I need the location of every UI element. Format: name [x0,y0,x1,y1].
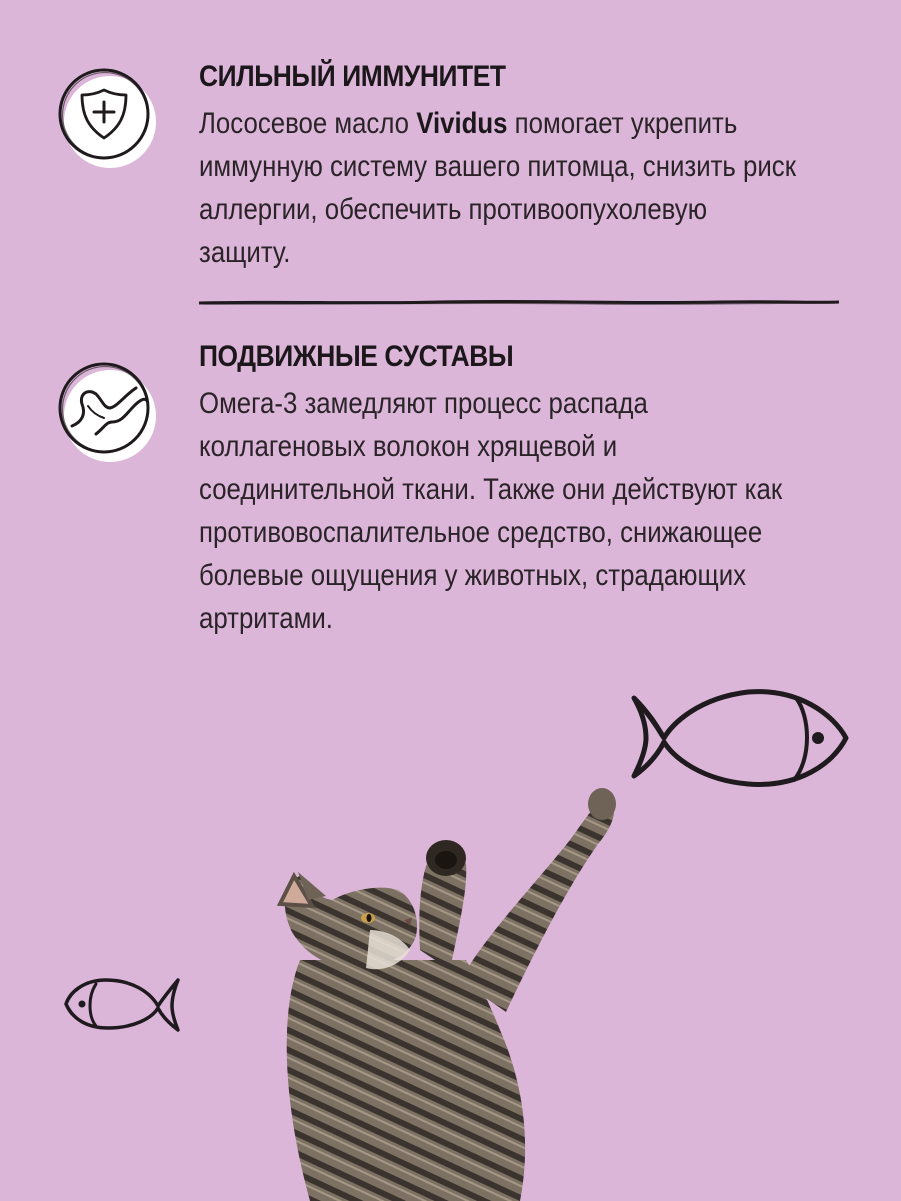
section-divider [199,296,839,310]
fish-icon [62,974,184,1034]
shield-plus-icon [52,64,162,174]
feature-description: Омега-3 замедляют процесс распада коллагеновых волокон хрящевой и соединительной ткани. Также они действуют как противовоспалительное средство, снижающее болевые ощущения у животных, страдающих артритами. [199,387,783,635]
cat-photo [270,780,630,1201]
joint-icon [52,356,162,466]
feature-title: СИЛЬНЫЙ ИММУНИТЕТ [199,60,506,93]
feature-text-part: Лососевое масло [199,107,417,140]
fish-icon [628,684,853,792]
feature-text-part: помогает укрепить иммунную систему вашего питомца, снизить риск аллергии, обеспечить противоопухолевую защиту. [199,107,796,269]
feature-description [199,102,801,274]
feature-title: ПОДВИЖНЫЕ СУСТАВЫ [199,340,514,373]
brand-name: Vividus [416,107,508,140]
